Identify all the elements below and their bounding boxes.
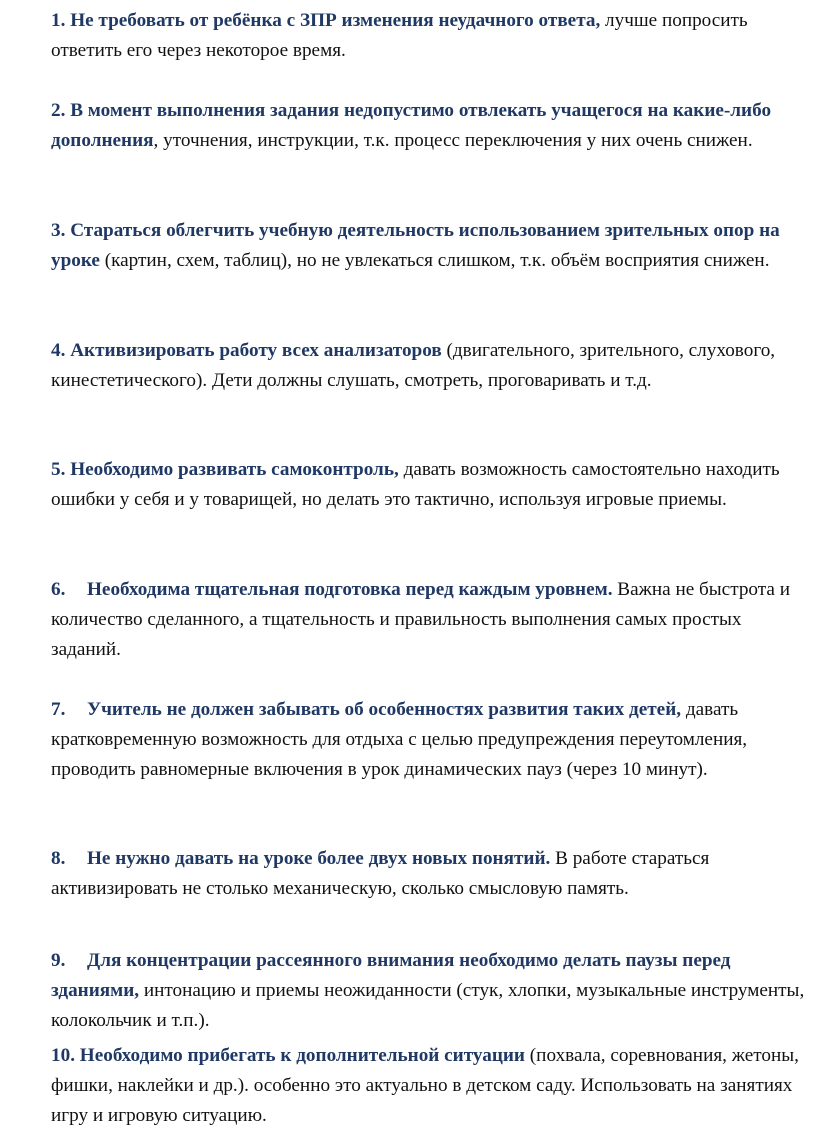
recommendation-8: [51, 844, 811, 904]
recommendation-10: [51, 1041, 811, 1131]
recommendation-6: [51, 575, 811, 665]
recommendation-heading: Не нужно давать на уроке более двух новых понятий.: [87, 848, 551, 869]
recommendation-text: (похвала, соревнования, жетоны, фишки, наклейки и др.). особенно это актуально в детском саду. Использовать на занятиях игру и игровую ситуацию.: [51, 1045, 799, 1126]
recommendation-1: [51, 6, 811, 66]
recommendation-heading: Необходимо развивать самоконтроль,: [70, 459, 399, 480]
recommendation-heading: Не требовать от ребёнка с ЗПР изменения неудачного ответа,: [70, 10, 601, 31]
recommendation-number: 1.: [51, 10, 66, 31]
recommendation-heading: Учитель не должен забывать об особенностях развития таких детей,: [87, 699, 682, 720]
recommendation-text: , уточнения, инструкции, т.к. процесс переключения у них очень снижен.: [153, 130, 753, 151]
recommendation-number: 10.: [51, 1045, 75, 1066]
recommendation-heading: Для концентрации рассеянного внимания необходимо делать паузы перед зданиями,: [51, 950, 731, 1001]
recommendation-text: (картин, схем, таблиц), но не увлекаться слишком, т.к. объём восприятия снижен.: [104, 250, 770, 271]
recommendation-number: 2.: [51, 100, 66, 121]
recommendation-heading: Стараться облегчить учебную деятельность использованием зрительных опор на уроке: [51, 220, 780, 271]
recommendation-text: Важна не быстрота и количество сделанного, а тщательность и правильность выполнения самых простых заданий.: [51, 579, 790, 660]
recommendation-heading: В момент выполнения задания недопустимо отвлекать учащегося на какие-либо дополнения: [51, 100, 772, 151]
recommendation-2: [51, 96, 811, 156]
recommendation-4: [51, 336, 811, 396]
recommendation-text: интонацию и приемы неожиданности (стук, хлопки, музыкальные инструменты, колокольчик и т.п.).: [51, 980, 805, 1031]
recommendation-number: 9.: [51, 950, 66, 971]
recommendation-number: 7.: [51, 699, 66, 720]
recommendation-number: 8.: [51, 848, 66, 869]
recommendation-text: давать кратковременную возможность для отдыха с целью предупреждения переутомления, проводить равномерные включения в урок динамических пауз (через 10 минут).: [51, 699, 748, 780]
recommendation-5: [51, 455, 811, 515]
recommendation-7: [51, 695, 811, 785]
recommendation-number: 5.: [51, 459, 66, 480]
recommendation-text: В работе стараться активизировать не столько механическую, сколько смысловую память.: [51, 848, 710, 899]
recommendation-heading: Активизировать работу всех анализаторов: [70, 340, 442, 361]
recommendation-heading: Необходимо прибегать к дополнительной ситуации: [79, 1045, 525, 1066]
recommendation-3: [51, 216, 811, 276]
recommendation-text: (двигательного, зрительного, слухового, кинестетического). Дети должны слушать, смотреть, проговаривать и т.д.: [51, 340, 776, 391]
recommendation-text: давать возможность самостоятельно находить ошибки у себя и у товарищей, но делать это тактично, используя игровые приемы.: [51, 459, 780, 510]
recommendation-9: [51, 946, 811, 1036]
recommendation-text: лучше попросить ответить его через некоторое время.: [51, 10, 748, 61]
recommendation-number: 3.: [51, 220, 66, 241]
recommendation-number: 6.: [51, 579, 66, 600]
recommendation-heading: Необходима тщательная подготовка перед каждым уровнем.: [87, 579, 613, 600]
recommendation-number: 4.: [51, 340, 66, 361]
